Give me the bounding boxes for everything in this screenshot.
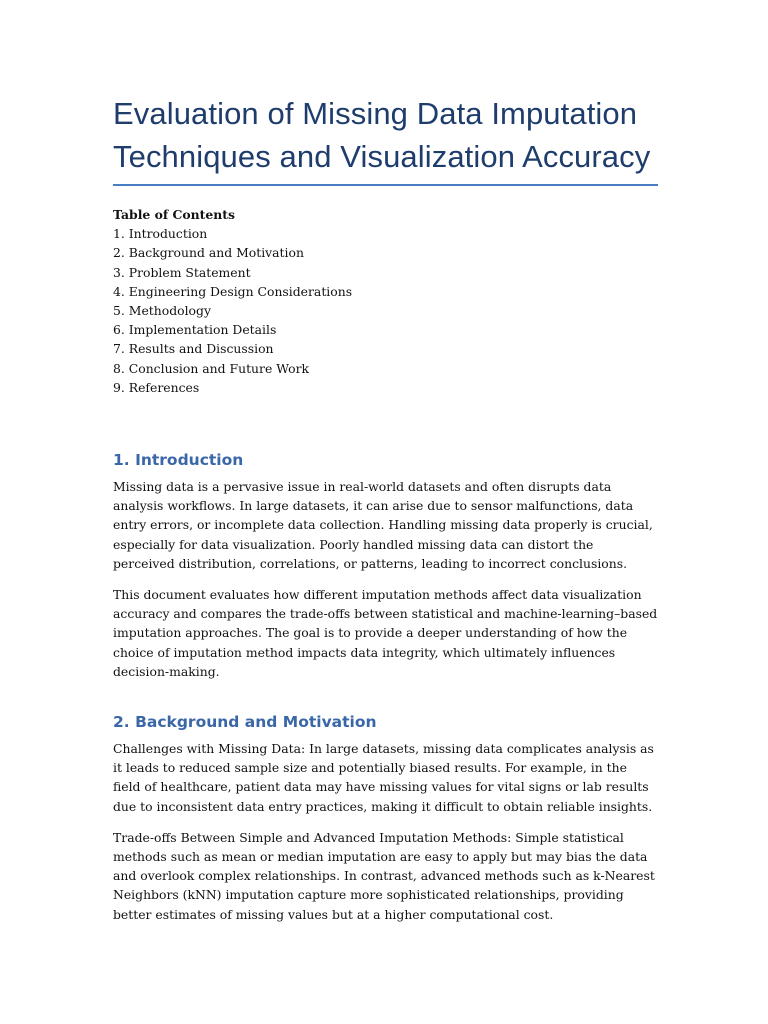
paragraph: Trade-offs Between Simple and Advanced Imputation Methods: Simple statistical methods such as mean or median imputation are easy to apply but may bias the data and overlook complex relationships. In contrast, advanced methods such as k-Nearest Neighbors (kNN) imputation capture more sophisticated relationships, providing better estimates of missing values but at a higher computational cost. xyxy=(113,829,655,922)
toc-item: 8. Conclusion and Future Work xyxy=(113,360,310,376)
toc-item: 4. Engineering Design Considerations xyxy=(113,283,353,299)
paragraph: Missing data is a pervasive issue in real-world datasets and often disrupts data analysis workflows. In large datasets, it can arise due to sensor malfunctions, data entry errors, or incomplete data collection. Handling missing data properly is crucial, especially for data visualization. Poorly handled missing data can distort the perceived distribution, correlations, or patterns, leading to incorrect conclusions. xyxy=(113,479,653,571)
toc-item: 2. Background and Motivation xyxy=(113,245,304,261)
paragraph: Challenges with Missing Data: In large datasets, missing data complicates analysis as it leads to reduced sample size and potentially biased results. For example, in the field of healthcare, patient data may have missing values for vital signs or lab results due to inconsistent data entry practices, making it difficult to obtain reliable insights. xyxy=(113,741,654,814)
toc-item: 7. Results and Discussion xyxy=(113,341,274,357)
toc-item: 5. Methodology xyxy=(113,303,211,319)
toc-item: 6. Implementation Details xyxy=(113,322,277,338)
document-content xyxy=(113,92,658,924)
section-heading-introduction: 1. Introduction xyxy=(113,451,244,470)
table-of-contents xyxy=(113,205,658,397)
toc-heading: Table of Contents xyxy=(113,207,235,222)
toc-item: 3. Problem Statement xyxy=(113,264,251,280)
paragraph: This document evaluates how different imputation methods affect data visualization accuracy and compares the trade-offs between statistical and machine-learning–based imputation approaches. The goal is to provide a deeper understanding of how the choice of imputation method impacts data integrity, which ultimately influences decision-making. xyxy=(113,587,658,679)
toc-item: 1. Introduction xyxy=(113,226,208,242)
document-title: Evaluation of Missing Data Imputation Techniques and Visualization Accuracy xyxy=(113,92,658,186)
section-heading-background: 2. Background and Motivation xyxy=(113,713,377,732)
toc-item: 9. References xyxy=(113,379,200,395)
toc-list xyxy=(113,224,658,397)
